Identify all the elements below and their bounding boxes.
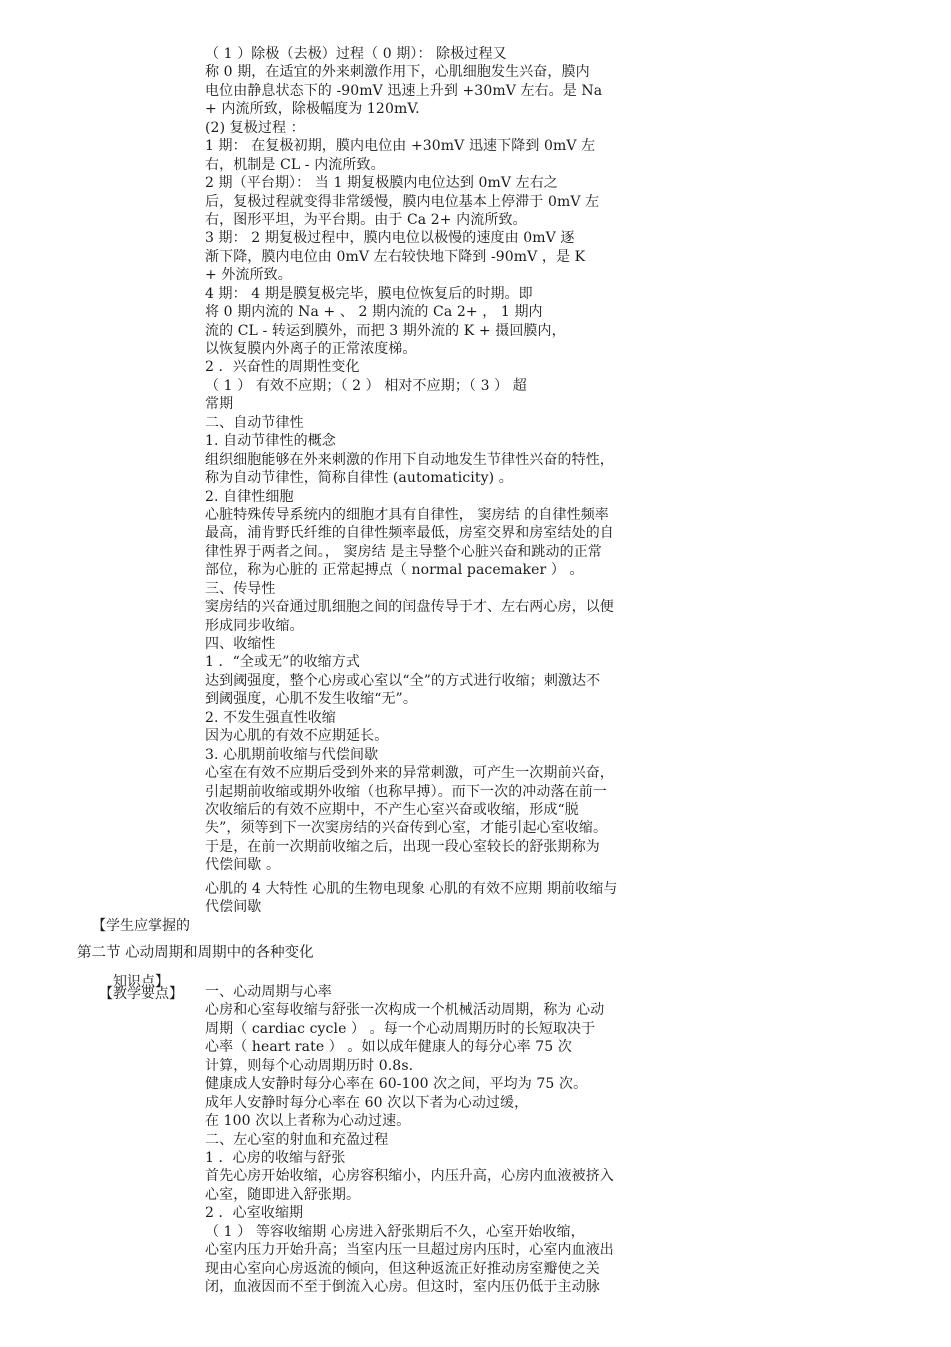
text-line: 心室在有效不应期后受到外来的异常刺激，可产生一次期前兴奋， bbox=[205, 765, 614, 782]
student-label-line-1: 【学生应掌握的 bbox=[92, 918, 190, 934]
body-text-block-3 bbox=[205, 983, 705, 1296]
text-line: 三、传导性 bbox=[205, 580, 276, 597]
text-line: 2 期（平台期）： 当 1 期复极膜内电位达到 0mV 左右之 bbox=[205, 175, 558, 192]
text-line: 称 0 期，在适宜的外来刺激作用下，心肌细胞发生兴奋，膜内 bbox=[205, 64, 590, 81]
text-line: 常期 bbox=[205, 396, 234, 413]
text-line: 2. 自律性细胞 bbox=[205, 488, 294, 505]
text-line: 心率（ heart rate ） 。如以成年健康人的每分心率 75 次 bbox=[205, 1039, 572, 1056]
text-line: + 外流所致。 bbox=[205, 267, 292, 284]
text-line: 首先心房开始收缩，心房容积缩小，内压升高，心房内血液被挤入 bbox=[205, 1168, 614, 1185]
text-line: 最高，浦肯野氏纤维的自律性频率最低，房室交界和房室结处的自 bbox=[205, 525, 614, 542]
text-line: 以恢复膜内外离子的正常浓度梯。 bbox=[205, 341, 417, 357]
text-line: 闭，血液因而不至于倒流入心房。但这时，室内压仍低于主动脉 bbox=[205, 1279, 600, 1295]
text-line: 代偿间歇 bbox=[205, 899, 262, 916]
body-text-block-1 bbox=[205, 45, 705, 875]
text-line: 1 期： 在复极初期，膜内电位由 +30mV 迅速下降到 0mV 左 bbox=[205, 138, 596, 155]
body-text-block-2 bbox=[205, 880, 705, 917]
text-line: 现由心室向心房返流的倾向，但这种返流正好推动房室瓣使之关 bbox=[205, 1260, 600, 1277]
text-line: 1 ．心房的收缩与舒张 bbox=[205, 1149, 346, 1166]
student-label-line-2: 知识点】 bbox=[113, 973, 169, 990]
text-line: (2) 复极过程 ： bbox=[205, 119, 305, 136]
text-line: 于是，在前一次期前收缩之后，出现一段心室较长的舒张期称为 bbox=[205, 838, 600, 855]
text-line: 窦房结的兴奋通过肌细胞之间的闰盘传导于才、左右两心房，以便 bbox=[205, 599, 614, 616]
text-line: 达到阈强度，整个心房或心室以“全”的方式进行收缩；刺激达不 bbox=[205, 672, 601, 689]
text-line: 电位由静息状态下的 -90mV 迅速上升到 +30mV 左右。是 Na bbox=[205, 82, 603, 99]
text-line: 2 ．兴奋性的周期性变化 bbox=[205, 359, 360, 376]
text-line: 3. 心肌期前收缩与代偿间歇 bbox=[205, 746, 379, 763]
text-line: 心房和心室每收缩与舒张一次构成一个机械活动周期，称为 心动 bbox=[205, 1002, 605, 1019]
text-line: 1. 自动节律性的概念 bbox=[205, 433, 336, 450]
text-line: 引起期前收缩或期外收缩（也称早搏）。而下一次的冲动落在前一 bbox=[205, 783, 607, 800]
text-line: （ 1 ） 有效不应期；（ 2 ） 相对不应期；（ 3 ） 超 bbox=[205, 377, 527, 394]
text-line: 在 100 次以上者称为心动过速。 bbox=[205, 1113, 411, 1130]
text-line: 二、自动节律性 bbox=[205, 414, 304, 431]
text-line: （ 1 ） 等容收缩期 心房进入舒张期后不久，心室开始收缩， bbox=[205, 1223, 585, 1240]
text-line: 四、收缩性 bbox=[205, 636, 276, 652]
section-title: 第二节 心动周期和周期中的各种变化 bbox=[77, 945, 314, 961]
text-line: 二、左心室的射血和充盈过程 bbox=[205, 1131, 389, 1148]
text-line: 律性界于两者之间。， 窦房结 是主导整个心脏兴奋和跳动的正常 bbox=[205, 543, 602, 560]
text-line: 右，机制是 CL - 内流所致。 bbox=[205, 156, 385, 173]
text-line: 计算，则每个心动周期历时 0.8s. bbox=[205, 1057, 414, 1074]
text-line: 一、心动周期与心率 bbox=[205, 984, 332, 1000]
text-line: 失”，须等到下一次窦房结的兴奋传到心室，才能引起心室收缩。 bbox=[205, 820, 608, 837]
text-line: 将 0 期内流的 Na + 、 2 期内流的 Ca 2+ ， 1 期内 bbox=[205, 304, 543, 321]
text-line: 到阈强度，心肌不发生收缩“无”。 bbox=[205, 691, 417, 708]
text-line: 因为心肌的有效不应期延长。 bbox=[205, 728, 389, 745]
teaching-points-label: 【教学要点】 bbox=[99, 986, 183, 1002]
text-line: 心室内压力开始升高；当室内压一旦超过房内压时，心室内血液出 bbox=[205, 1242, 614, 1259]
text-line: 形成同步收缩。 bbox=[205, 617, 304, 634]
text-line: 渐下降，膜内电位由 0mV 左右较快地下降到 -90mV ，是 K bbox=[205, 248, 586, 265]
text-line: 成年人安静时每分心率在 60 次以下者为心动过缓， bbox=[205, 1094, 529, 1111]
text-line: 次收缩后的有效不应期中，不产生心室兴奋或收缩，形成“脱 bbox=[205, 801, 579, 818]
text-line: 组织细胞能够在外来刺激的作用下自动地发生节律性兴奋的特性， bbox=[205, 451, 614, 468]
text-line: 2. 不发生强直性收缩 bbox=[205, 709, 336, 726]
text-line: 周期（ cardiac cycle ） 。每一个心动周期历时的长短取决于 bbox=[205, 1020, 596, 1037]
text-line: 3 期： 2 期复极过程中，膜内电位以极慢的速度由 0mV 逐 bbox=[205, 230, 575, 247]
text-line: 心脏特殊传导系统内的细胞才具有自律性， 窦房结 的自律性频率 bbox=[205, 506, 609, 523]
text-line: 部位，称为心脏的 正常起搏点（ normal pacemaker ） 。 bbox=[205, 562, 584, 579]
text-line: 1 ．“全或无”的收缩方式 bbox=[205, 654, 360, 671]
text-line: 代偿间歇 。 bbox=[205, 857, 281, 874]
text-line: 2 ．心室收缩期 bbox=[205, 1205, 304, 1222]
text-line: 称为自动节律性，简称自律性 (automaticity) 。 bbox=[205, 470, 513, 487]
text-line: 流的 CL - 转运到膜外，而把 3 期外流的 K + 摄回膜内， bbox=[205, 322, 566, 339]
text-line: 健康成人安静时每分心率在 60-100 次之间，平均为 75 次。 bbox=[205, 1076, 588, 1093]
text-line: （ 1 ）除极（去极）过程（ 0 期）： 除极过程又 bbox=[205, 46, 507, 62]
text-line: 后，复极过程就变得非常缓慢，膜内电位基本上停滞于 0mV 左 bbox=[205, 193, 600, 210]
text-line: 右，图形平坦，为平台期。由于 Ca 2+ 内流所致。 bbox=[205, 211, 527, 228]
text-line: 4 期： 4 期是膜复极完毕，膜电位恢复后的时期。即 bbox=[205, 285, 533, 302]
text-line: 心肌的 4 大特性 心肌的生物电现象 心肌的有效不应期 期前收缩与 bbox=[205, 881, 618, 897]
text-line: 心室，随即进入舒张期。 bbox=[205, 1186, 361, 1203]
text-line: + 内流所致，除极幅度为 120mV. bbox=[205, 101, 420, 118]
